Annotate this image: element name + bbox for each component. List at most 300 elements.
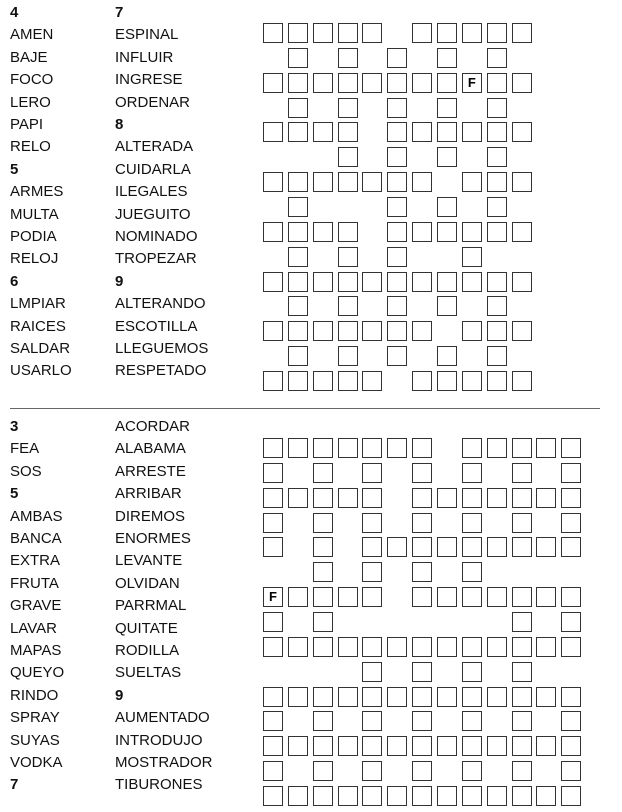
word-length-heading: 6 [10, 272, 19, 290]
grid-cell[interactable] [313, 786, 333, 806]
grid-cell[interactable] [462, 321, 482, 341]
grid-cell[interactable] [263, 786, 283, 806]
grid-cell[interactable] [536, 587, 556, 607]
grid-cell[interactable] [561, 463, 581, 483]
grid-cell[interactable] [263, 73, 283, 93]
word-list-item: ALABAMA [115, 440, 186, 458]
grid-cell[interactable] [338, 587, 358, 607]
grid-cell[interactable] [387, 786, 407, 806]
word-list-item: GRAVE [10, 597, 62, 615]
word-list-item: QUITATE [115, 619, 178, 637]
grid-cell[interactable] [512, 786, 532, 806]
grid-cell[interactable] [487, 147, 507, 167]
grid-cell[interactable] [412, 786, 432, 806]
grid-cell[interactable] [487, 371, 507, 391]
grid-cell[interactable] [561, 438, 581, 458]
grid-cell[interactable] [313, 122, 333, 142]
grid-cell[interactable] [362, 463, 382, 483]
grid-cell[interactable] [536, 438, 556, 458]
grid-cell[interactable] [487, 172, 507, 192]
grid-cell[interactable] [462, 786, 482, 806]
word-length-heading: 3 [10, 418, 19, 435]
grid-cell[interactable] [512, 272, 532, 292]
word-list-item: VODKA [10, 754, 63, 771]
word-list-item: LAVAR [10, 619, 57, 637]
word-list-item: LMPIAR [10, 295, 66, 313]
grid-cell[interactable] [462, 371, 482, 391]
word-length-heading: 9 [115, 686, 124, 704]
grid-cell[interactable] [487, 48, 507, 68]
grid-cell[interactable] [412, 463, 432, 483]
grid-cell[interactable] [313, 736, 333, 756]
grid-cell[interactable] [512, 736, 532, 756]
grid-cell[interactable] [412, 562, 432, 582]
grid-cell[interactable] [362, 537, 382, 557]
grid-cell[interactable] [338, 438, 358, 458]
grid-cell[interactable] [487, 438, 507, 458]
grid-cell[interactable] [263, 537, 283, 557]
grid-cell[interactable] [338, 73, 358, 93]
grid-cell[interactable] [512, 172, 532, 192]
grid-cell[interactable] [487, 197, 507, 217]
grid-cell[interactable] [387, 438, 407, 458]
word-list-item: SALDAR [10, 340, 71, 357]
grid-cell[interactable] [313, 172, 333, 192]
word-list-item: ARRIBAR [115, 485, 182, 503]
grid-cell[interactable] [487, 687, 507, 707]
grid-cell[interactable] [362, 786, 382, 806]
grid-cell[interactable] [387, 197, 407, 217]
grid-cell[interactable] [512, 587, 532, 607]
grid-cell[interactable] [412, 23, 432, 43]
grid-cell[interactable] [437, 272, 457, 292]
grid-cell[interactable] [313, 321, 333, 341]
grid-cell[interactable] [437, 736, 457, 756]
grid-cell[interactable] [362, 662, 382, 682]
grid-cell[interactable] [487, 488, 507, 508]
grid-cell[interactable] [387, 296, 407, 316]
grid-cell[interactable] [487, 98, 507, 118]
grid-cell[interactable] [387, 98, 407, 118]
grid-cell[interactable] [487, 73, 507, 93]
grid-cell[interactable] [561, 513, 581, 533]
grid-cell[interactable] [512, 488, 532, 508]
grid-cell[interactable] [437, 197, 457, 217]
grid-cell[interactable] [412, 371, 432, 391]
grid-cell[interactable] [437, 488, 457, 508]
grid-cell[interactable] [487, 321, 507, 341]
grid-cell[interactable] [362, 587, 382, 607]
grid-cell[interactable] [462, 513, 482, 533]
grid-cell[interactable] [462, 537, 482, 557]
grid-cell[interactable] [512, 537, 532, 557]
grid-cell[interactable] [338, 637, 358, 657]
grid-cell[interactable] [263, 637, 283, 657]
grid-cell[interactable] [387, 48, 407, 68]
grid-cell[interactable] [412, 662, 432, 682]
grid-cell[interactable] [437, 122, 457, 142]
grid-cell[interactable] [412, 587, 432, 607]
grid-cell[interactable] [362, 438, 382, 458]
grid-cell[interactable] [487, 296, 507, 316]
grid-cell[interactable] [512, 73, 532, 93]
word-list-item: LERO [10, 93, 51, 111]
grid-cell[interactable] [512, 513, 532, 533]
word-list-item: BAJE [10, 48, 48, 66]
grid-cell[interactable] [288, 438, 308, 458]
word-list-item: PODIA [10, 228, 57, 245]
grid-cell[interactable] [362, 513, 382, 533]
grid-cell[interactable] [536, 637, 556, 657]
grid-cell[interactable] [313, 513, 333, 533]
grid-cell[interactable] [512, 612, 532, 632]
grid-cell[interactable] [412, 488, 432, 508]
grid-cell[interactable] [313, 637, 333, 657]
grid-cell[interactable] [561, 612, 581, 632]
grid-cell[interactable] [387, 346, 407, 366]
grid-cell[interactable] [512, 122, 532, 142]
grid-cell[interactable] [561, 736, 581, 756]
grid-cell[interactable] [462, 662, 482, 682]
word-length-heading: 7 [115, 4, 124, 21]
grid-cell[interactable] [512, 637, 532, 657]
grid-cell[interactable] [512, 687, 532, 707]
grid-cell[interactable] [288, 122, 308, 142]
grid-cell[interactable] [338, 98, 358, 118]
grid-cell[interactable] [512, 761, 532, 781]
grid-cell[interactable] [412, 711, 432, 731]
grid-cell[interactable] [338, 222, 358, 242]
grid-cell[interactable] [387, 222, 407, 242]
grid-cell[interactable] [487, 637, 507, 657]
grid-cell[interactable] [561, 488, 581, 508]
grid-cell[interactable] [387, 73, 407, 93]
grid-cell[interactable] [288, 23, 308, 43]
grid-cell[interactable] [512, 321, 532, 341]
grid-cell[interactable] [512, 662, 532, 682]
grid-cell[interactable] [288, 346, 308, 366]
word-list-item: EXTRA [10, 552, 61, 570]
word-list-item: ALTERADA [115, 138, 194, 156]
grid-cell[interactable] [437, 23, 457, 43]
word-list-item: DIREMOS [115, 507, 186, 525]
grid-cell[interactable] [263, 222, 283, 242]
grid-cell[interactable] [462, 687, 482, 707]
grid-cell[interactable] [313, 711, 333, 731]
word-list-item: NOMINADO [115, 228, 198, 245]
grid-cell[interactable] [462, 222, 482, 242]
grid-cell[interactable] [536, 537, 556, 557]
grid-cell[interactable] [412, 172, 432, 192]
grid-cell[interactable] [263, 488, 283, 508]
word-list-item: MOSTRADOR [115, 754, 213, 771]
grid-cell[interactable] [288, 197, 308, 217]
grid-cell[interactable] [263, 711, 283, 731]
grid-cell[interactable] [487, 346, 507, 366]
word-list-item: JUEGUITO [115, 205, 191, 223]
grid-cell[interactable] [561, 687, 581, 707]
grid-cell[interactable] [338, 147, 358, 167]
grid-cell[interactable] [412, 736, 432, 756]
grid-cell[interactable] [288, 736, 308, 756]
grid-cell[interactable] [437, 537, 457, 557]
grid-cell[interactable] [412, 438, 432, 458]
grid-cell[interactable] [412, 321, 432, 341]
grid-cell[interactable] [387, 272, 407, 292]
grid-cell[interactable] [512, 371, 532, 391]
word-length-heading: 5 [10, 160, 19, 178]
grid-cell[interactable] [338, 122, 358, 142]
word-list-item: OLVIDAN [115, 574, 180, 592]
grid-cell[interactable] [487, 537, 507, 557]
word-list-item: SUELTAS [115, 664, 182, 682]
grid-cell[interactable] [288, 321, 308, 341]
grid-cell[interactable] [362, 761, 382, 781]
grid-cell[interactable] [512, 23, 532, 43]
grid-cell[interactable] [462, 272, 482, 292]
grid-cell[interactable] [288, 687, 308, 707]
grid-cell[interactable] [387, 736, 407, 756]
grid-cell[interactable] [288, 247, 308, 267]
grid-cell[interactable] [362, 637, 382, 657]
grid-cell[interactable] [263, 438, 283, 458]
grid-cell[interactable] [412, 73, 432, 93]
word-length-heading: 8 [115, 116, 124, 133]
grid-cell[interactable] [288, 488, 308, 508]
grid-cell[interactable] [338, 786, 358, 806]
word-list-item: PAPI [10, 116, 44, 133]
grid-cell[interactable] [313, 73, 333, 93]
grid-cell[interactable] [387, 172, 407, 192]
grid-cell[interactable] [362, 272, 382, 292]
word-list-item: FEA [10, 440, 40, 458]
word-list-item: AMEN [10, 26, 54, 44]
grid-cell[interactable] [362, 687, 382, 707]
grid-cell[interactable] [437, 786, 457, 806]
grid-cell[interactable] [362, 488, 382, 508]
grid-cell[interactable] [437, 371, 457, 391]
grid-cell[interactable] [412, 513, 432, 533]
grid-cell[interactable] [536, 488, 556, 508]
grid-cell[interactable] [288, 172, 308, 192]
grid-cell[interactable] [387, 537, 407, 557]
grid-cell[interactable] [313, 222, 333, 242]
grid-cell[interactable] [338, 488, 358, 508]
grid-cell[interactable] [512, 222, 532, 242]
grid-cell[interactable] [263, 761, 283, 781]
grid-cell[interactable] [338, 23, 358, 43]
grid-cell[interactable] [536, 687, 556, 707]
word-length-heading: 9 [115, 272, 124, 290]
grid-cell[interactable] [288, 222, 308, 242]
grid-cell[interactable] [387, 247, 407, 267]
grid-cell[interactable] [313, 537, 333, 557]
grid-cell[interactable] [462, 711, 482, 731]
grid-cell[interactable] [462, 562, 482, 582]
grid-cell[interactable] [412, 637, 432, 657]
word-list-item: INTRODUJO [115, 731, 203, 749]
grid-cell[interactable] [487, 222, 507, 242]
grid-cell[interactable] [561, 761, 581, 781]
grid-cell[interactable] [288, 73, 308, 93]
word-list-item: CUIDARLA [115, 160, 191, 178]
grid-cell[interactable] [362, 562, 382, 582]
grid-cell[interactable] [437, 637, 457, 657]
grid-cell[interactable] [487, 786, 507, 806]
grid-cell[interactable] [263, 736, 283, 756]
grid-cell[interactable] [412, 537, 432, 557]
grid-cell[interactable] [313, 761, 333, 781]
grid-cell[interactable] [288, 786, 308, 806]
grid-cell[interactable] [263, 23, 283, 43]
grid-cell[interactable] [412, 272, 432, 292]
word-list-item: PARRMAL [115, 597, 187, 615]
grid-cell[interactable] [462, 761, 482, 781]
grid-cell[interactable] [387, 637, 407, 657]
word-list-item: MULTA [10, 205, 59, 223]
grid-cell[interactable] [462, 122, 482, 142]
word-list-item: AUMENTADO [115, 709, 210, 727]
word-list-item: LEVANTE [115, 552, 183, 570]
grid-cell[interactable] [338, 687, 358, 707]
word-list-item: ILEGALES [115, 183, 188, 201]
grid-cell[interactable] [288, 272, 308, 292]
grid-cell[interactable] [288, 637, 308, 657]
grid-cell[interactable] [561, 711, 581, 731]
grid-cell[interactable] [263, 272, 283, 292]
grid-cell[interactable] [462, 438, 482, 458]
grid-cell[interactable] [561, 537, 581, 557]
grid-cell[interactable] [263, 122, 283, 142]
grid-cell[interactable] [437, 147, 457, 167]
grid-cell[interactable] [437, 73, 457, 93]
grid-cell[interactable] [263, 371, 283, 391]
grid-cell[interactable] [263, 612, 283, 632]
grid-cell[interactable] [288, 48, 308, 68]
grid-cell[interactable] [362, 736, 382, 756]
grid-cell[interactable] [338, 247, 358, 267]
grid-cell[interactable] [288, 371, 308, 391]
grid-cell-prefilled[interactable]: F [462, 73, 482, 93]
grid-cell[interactable] [313, 562, 333, 582]
grid-cell[interactable] [313, 587, 333, 607]
grid-cell[interactable] [338, 296, 358, 316]
grid-cell[interactable] [487, 736, 507, 756]
grid-cell[interactable] [263, 513, 283, 533]
grid-cell[interactable] [288, 587, 308, 607]
grid-cell[interactable] [437, 296, 457, 316]
grid-cell[interactable] [437, 98, 457, 118]
grid-cell[interactable] [412, 122, 432, 142]
grid-cell[interactable] [362, 321, 382, 341]
grid-cell[interactable] [263, 687, 283, 707]
grid-cell[interactable] [313, 23, 333, 43]
grid-cell[interactable] [338, 371, 358, 391]
grid-cell[interactable] [338, 321, 358, 341]
word-list-item: LLEGUEMOS [115, 340, 209, 357]
grid-cell[interactable] [487, 587, 507, 607]
grid-cell[interactable] [362, 711, 382, 731]
grid-cell[interactable] [462, 637, 482, 657]
word-list-item: RAICES [10, 317, 66, 335]
grid-cell[interactable] [462, 23, 482, 43]
word-list-item: AMBAS [10, 507, 63, 525]
grid-cell[interactable] [387, 122, 407, 142]
grid-cell[interactable] [561, 587, 581, 607]
grid-cell[interactable] [462, 463, 482, 483]
word-list-item: BANCA [10, 530, 62, 547]
grid-cell[interactable] [462, 488, 482, 508]
grid-cell[interactable] [263, 172, 283, 192]
grid-cell[interactable] [362, 73, 382, 93]
grid-cell[interactable] [313, 438, 333, 458]
grid-cell[interactable] [412, 761, 432, 781]
grid-cell[interactable] [263, 321, 283, 341]
grid-cell[interactable] [561, 786, 581, 806]
grid-cell[interactable] [437, 48, 457, 68]
grid-cell[interactable] [362, 371, 382, 391]
grid-cell[interactable] [487, 23, 507, 43]
grid-cell[interactable] [437, 687, 457, 707]
grid-cell[interactable] [462, 587, 482, 607]
grid-cell[interactable] [362, 23, 382, 43]
grid-cell[interactable] [288, 296, 308, 316]
grid-cell[interactable] [462, 736, 482, 756]
grid-cell[interactable] [412, 222, 432, 242]
grid-cell[interactable] [313, 371, 333, 391]
grid-cell[interactable] [387, 687, 407, 707]
grid-cell[interactable] [512, 463, 532, 483]
grid-cell[interactable] [338, 272, 358, 292]
grid-cell[interactable] [338, 172, 358, 192]
word-list-item: SOS [10, 462, 42, 480]
grid-cell[interactable] [462, 172, 482, 192]
grid-cell[interactable] [338, 736, 358, 756]
word-list-item: RINDO [10, 686, 59, 704]
grid-cell[interactable] [338, 346, 358, 366]
grid-cell[interactable] [512, 438, 532, 458]
grid-cell[interactable] [561, 637, 581, 657]
grid-cell[interactable] [487, 122, 507, 142]
grid-cell[interactable] [313, 463, 333, 483]
grid-cell[interactable] [487, 272, 507, 292]
word-list-item: ORDENAR [115, 93, 191, 111]
grid-cell[interactable] [313, 272, 333, 292]
grid-cell[interactable] [387, 147, 407, 167]
grid-cell[interactable] [313, 488, 333, 508]
grid-cell[interactable] [387, 321, 407, 341]
word-list-item: ESPINAL [115, 26, 179, 44]
word-list-item: SPRAY [10, 709, 60, 727]
grid-cell[interactable] [462, 247, 482, 267]
grid-cell[interactable] [263, 463, 283, 483]
grid-cell[interactable] [437, 346, 457, 366]
grid-cell[interactable] [288, 98, 308, 118]
grid-cell-prefilled[interactable]: F [263, 587, 283, 607]
grid-cell[interactable] [437, 222, 457, 242]
grid-cell[interactable] [412, 687, 432, 707]
word-list-item: RESPETADO [115, 362, 207, 380]
grid-cell[interactable] [313, 612, 333, 632]
grid-cell[interactable] [338, 48, 358, 68]
grid-cell[interactable] [536, 736, 556, 756]
grid-cell[interactable] [437, 587, 457, 607]
grid-cell[interactable] [536, 786, 556, 806]
section-divider [10, 408, 600, 409]
grid-cell[interactable] [313, 687, 333, 707]
grid-cell[interactable] [512, 711, 532, 731]
grid-cell[interactable] [362, 172, 382, 192]
